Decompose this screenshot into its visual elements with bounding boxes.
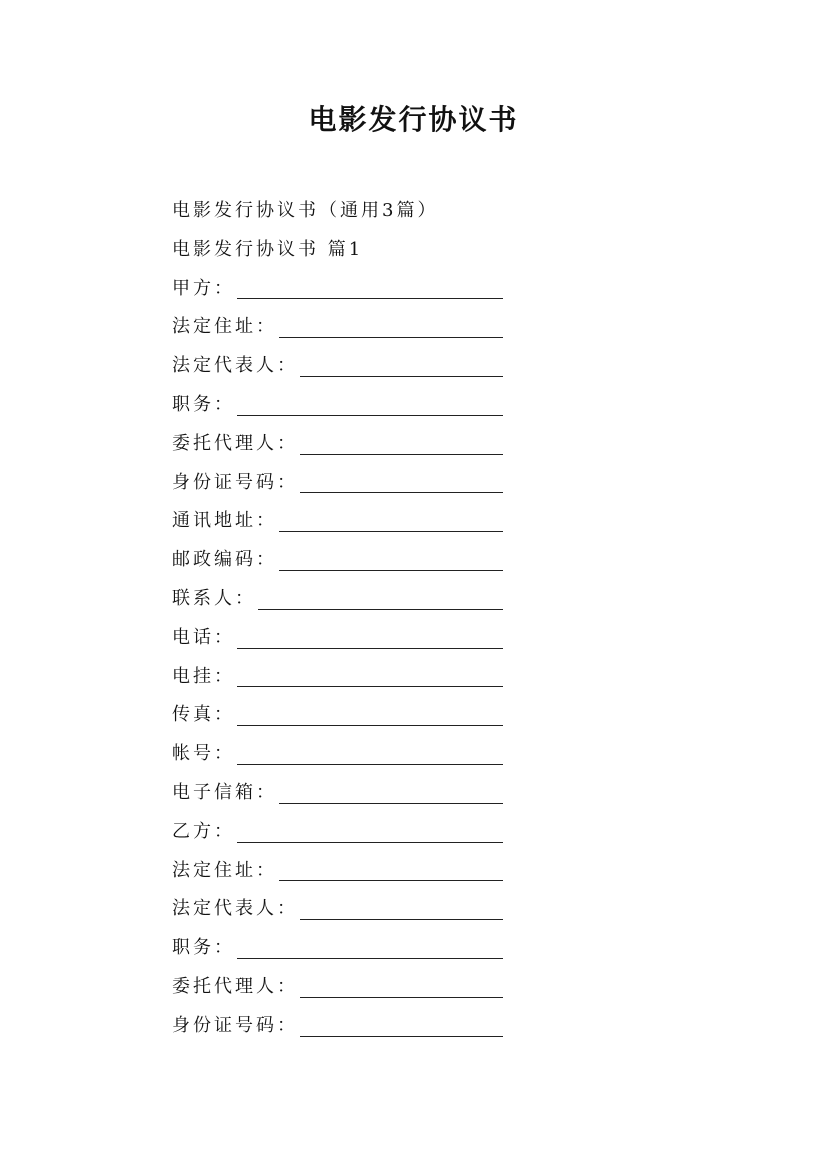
- field-label: 邮政编码：: [172, 549, 277, 571]
- field-label: 身份证号码：: [172, 471, 298, 493]
- page-title: 电影发行协议书: [308, 103, 519, 136]
- fill-in-blank: [279, 507, 503, 532]
- fill-in-blank: [300, 468, 503, 493]
- form-field-party-a: [172, 270, 592, 309]
- field-label: 电话：: [172, 626, 235, 648]
- field-label: 帐号：: [172, 743, 235, 765]
- form-field-email: [172, 774, 592, 813]
- fill-in-blank: [279, 313, 503, 338]
- fill-in-blank: [237, 391, 503, 416]
- section-heading-text: 电影发行协议书 篇1: [172, 238, 364, 260]
- form-field-agent: [172, 425, 592, 464]
- form-field-account: [172, 735, 592, 774]
- field-label: 法定代表人：: [172, 355, 298, 377]
- form-field-legal-address-b: [172, 852, 592, 891]
- fill-in-blank: [300, 895, 503, 920]
- document-subtitle: [172, 192, 592, 231]
- fill-in-blank: [279, 546, 503, 571]
- fill-in-blank: [237, 818, 503, 843]
- form-field-legal-representative-b: [172, 890, 592, 929]
- form-field-mailing-address: [172, 502, 592, 541]
- field-label: 身份证号码：: [172, 1014, 298, 1036]
- field-label: 联系人：: [172, 587, 256, 609]
- field-label: 委托代理人：: [172, 975, 298, 997]
- field-label: 法定住址：: [172, 859, 277, 881]
- form-field-id-number: [172, 464, 592, 503]
- form-field-legal-representative: [172, 347, 592, 386]
- form-field-phone: [172, 619, 592, 658]
- field-label: 法定住址：: [172, 316, 277, 338]
- fill-in-blank: [300, 430, 503, 455]
- fill-in-blank: [279, 856, 503, 881]
- fill-in-blank: [237, 934, 503, 959]
- field-label: 通讯地址：: [172, 510, 277, 532]
- field-label: 电挂：: [172, 665, 235, 687]
- field-label: 甲方：: [172, 277, 235, 299]
- document-body: [172, 192, 592, 1046]
- form-field-party-b: [172, 813, 592, 852]
- form-field-agent-b: [172, 968, 592, 1007]
- field-label: 法定代表人：: [172, 898, 298, 920]
- field-label: 委托代理人：: [172, 432, 298, 454]
- fill-in-blank: [300, 1012, 503, 1037]
- form-field-legal-address: [172, 308, 592, 347]
- field-label: 乙方：: [172, 820, 235, 842]
- fill-in-blank: [237, 274, 503, 299]
- fill-in-blank: [300, 352, 503, 377]
- field-label: 职务：: [172, 937, 235, 959]
- fill-in-blank: [279, 779, 503, 804]
- form-field-position-b: [172, 929, 592, 968]
- subtitle-text: 电影发行协议书（通用3篇）: [172, 200, 439, 221]
- form-field-id-number-b: [172, 1007, 592, 1046]
- fill-in-blank: [237, 624, 503, 649]
- fill-in-blank: [237, 740, 503, 765]
- form-field-fax: [172, 696, 592, 735]
- fill-in-blank: [258, 585, 503, 610]
- fill-in-blank: [237, 662, 503, 687]
- field-label: 职务：: [172, 393, 235, 415]
- fill-in-blank: [237, 701, 503, 726]
- form-field-telegraph: [172, 658, 592, 697]
- form-field-position: [172, 386, 592, 425]
- field-label: 传真：: [172, 704, 235, 726]
- form-field-postal-code: [172, 541, 592, 580]
- fill-in-blank: [300, 973, 503, 998]
- form-field-contact: [172, 580, 592, 619]
- field-label: 电子信箱：: [172, 781, 277, 803]
- section-heading: [172, 231, 592, 270]
